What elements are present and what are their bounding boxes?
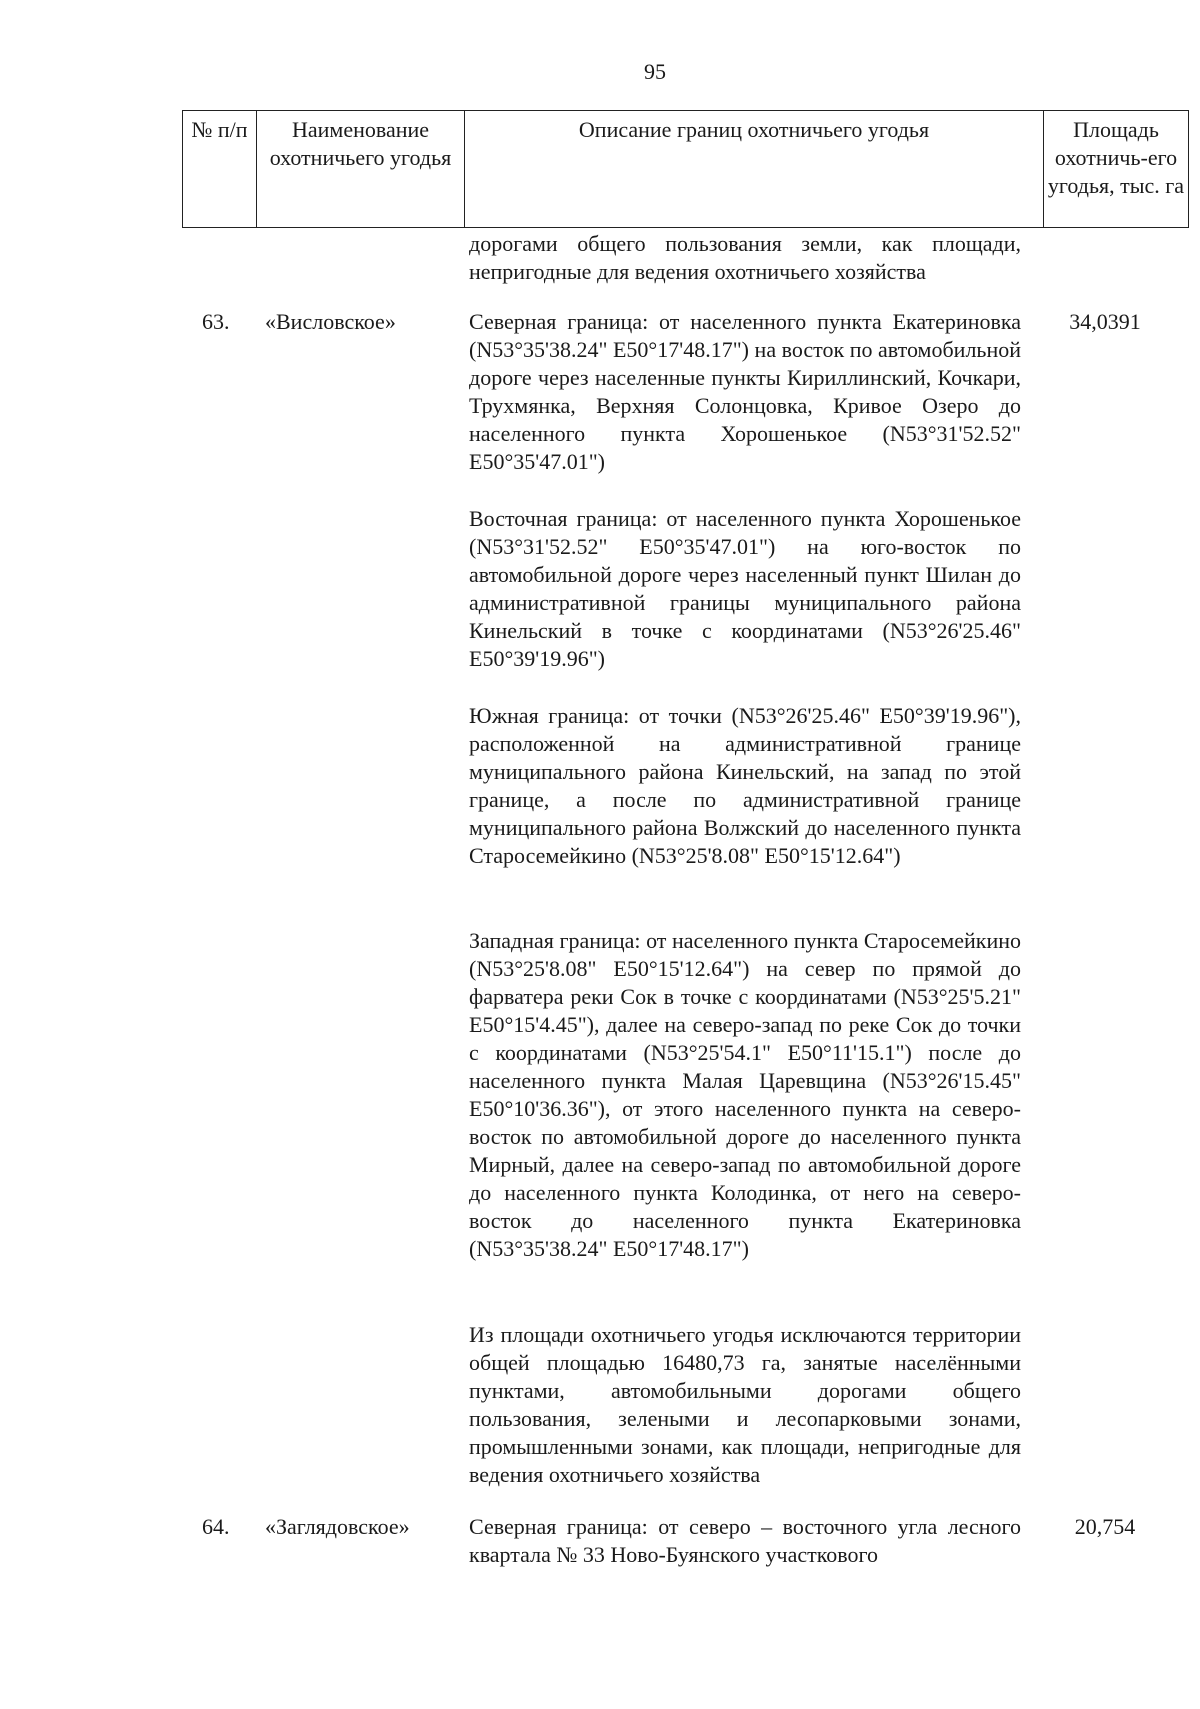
east-boundary-paragraph: Восточная граница: от населенного пункта Хорошенькое (N53°31'52.52" E50°35'47.01") на юго-восток по автомобильной дороге через населенный пункт Шилан до административной границы муниципального района Кинельский в точке с координатами (N53°26'25.46" E50°39'19.96") — [469, 506, 1021, 671]
header-number: № п/п — [183, 111, 257, 228]
header-area: Площадь охотничь-его угодья, тыс. га — [1044, 111, 1189, 228]
row-area: 20,754 — [1074, 1514, 1136, 1539]
row-area: 34,0391 — [1069, 309, 1141, 334]
row-number: 63. — [202, 309, 230, 334]
continuation-text: дорогами общего пользования земли, как площади, непригодные для ведения охотничьего хозяйства — [469, 231, 1021, 284]
page-number: 95 — [644, 59, 666, 84]
excluded-area-paragraph: Из площади охотничьего угодья исключаются территории общей площадью 16480,73 га, занятые населёнными пунктами, автомобильными дорогами общего пользования, зелеными и лесопарковыми зонами, промышленными зонами, как площади, непригодные для ведения охотничьего хозяйства — [469, 1322, 1021, 1487]
north-boundary-paragraph: Северная граница: от населенного пункта Екатериновка (N53°35'38.24" E50°17'48.17") на восток по автомобильной дороге через населенные пункты Кириллинский, Кочкари, Трухмянка, Верхняя Солонцовка, Кривое Озеро до населенного пункта Хорошенькое (N53°31'52.52" E50°35'47.01") — [469, 309, 1021, 474]
south-boundary-paragraph: Южная граница: от точки (N53°26'25.46" E50°39'19.96"), расположенной на административной границе муниципального района Кинельский, на запад по этой границе, а после по административной границе муниципального района Волжский до населенного пункта Старосемейкино (N53°25'8.08" E50°15'12.64") — [469, 703, 1021, 868]
row-number: 64. — [202, 1514, 230, 1539]
header-name: Наименование охотничьего угодья — [257, 111, 465, 228]
north-boundary-paragraph: Северная граница: от северо – восточного угла лесного квартала № 33 Ново-Буянского участкового — [469, 1514, 1021, 1567]
west-boundary-paragraph: Западная граница: от населенного пункта Старосемейкино (N53°25'8.08" E50°15'12.64") на север по прямой до фарватера реки Сок в точке с координатами (N53°25'5.21" E50°15'4.45"), далее на северо-запад по реке Сок до точки с координатами (N53°25'54.1" E50°11'15.1") после до населенного пункта Малая Царевщина (N53°26'15.45" E50°10'36.36"), от этого населенного пункта на северо-восток по автомобильной дороге до населенного пункта Мирный, далее на северо-запад по автомобильной дороге до населенного пункта Колодинка, от него на северо-восток до населенного пункта Екатериновка (N53°35'38.24" E50°17'48.17") — [469, 928, 1021, 1261]
row-name: «Висловское» — [265, 309, 396, 334]
row-name: «Заглядовское» — [265, 1514, 410, 1539]
table-header — [182, 110, 1189, 228]
header-description: Описание границ охотничьего угодья — [465, 111, 1044, 228]
